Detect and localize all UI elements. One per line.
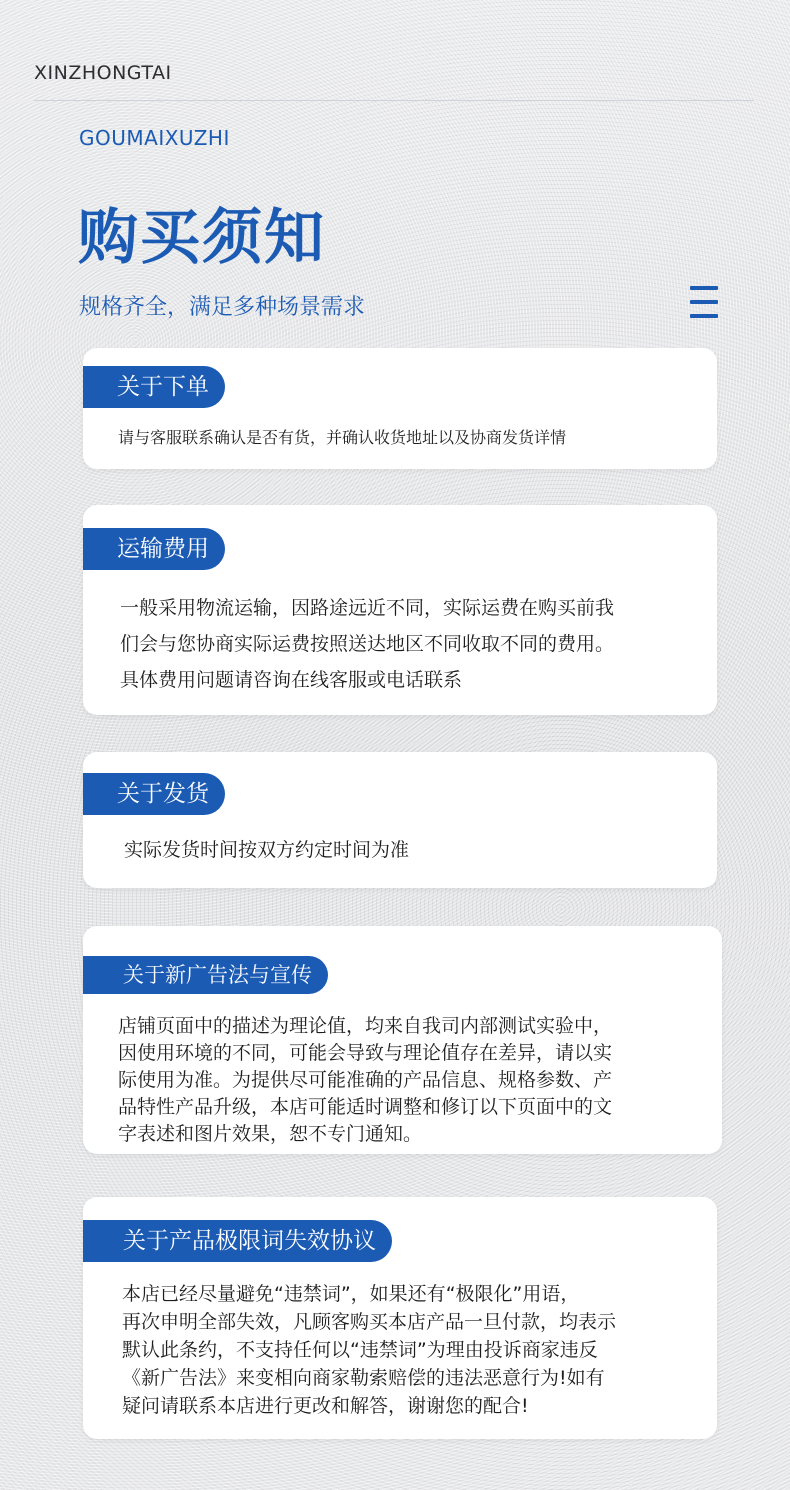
section-tag-advertising: 关于新广告法与宣传 — [83, 956, 328, 994]
text-line: 默认此条约，不支持任何以“违禁词”为理由投诉商家违反 — [122, 1339, 598, 1361]
text-line: 本店已经尽量避免“违禁词”，如果还有“极限化”用语， — [122, 1283, 580, 1305]
section-tag-extreme-words: 关于产品极限词失效协议 — [83, 1220, 392, 1262]
section-text-extreme-words — [122, 1280, 616, 1420]
text-line: 店铺页面中的描述为理论值，均来自我司内部测试实验中， — [118, 1015, 613, 1037]
text-line: 再次申明全部失效，凡顾客购买本店产品一旦付款，均表示 — [122, 1311, 617, 1333]
section-tag-delivery: 关于发货 — [83, 773, 225, 815]
text-line: 字表述和图片效果，恕不专门通知。 — [118, 1123, 423, 1145]
text-line: 请与客服联系确认是否有货，并确认收货地址以及协商发货详情 — [118, 428, 567, 447]
section-tag-shipping: 运输费用 — [83, 528, 225, 570]
section-text-order — [118, 426, 566, 450]
text-line: 《新广告法》来变相向商家勒索赔偿的违法恶意行为!如有 — [122, 1367, 605, 1389]
text-line: 实际发货时间按双方约定时间为准 — [124, 839, 410, 861]
text-line: 因使用环境的不同，可能会导致与理论值存在差异，请以实 — [118, 1042, 613, 1064]
section-text-shipping — [120, 590, 614, 698]
page-tagline: 规格齐全，满足多种场景需求 — [79, 295, 366, 320]
brand-name: XINZHONGTAI — [34, 62, 172, 84]
section-text-advertising — [118, 1013, 612, 1148]
text-line: 一般采用物流运输，因路途远近不同，实际运费在购买前我 — [120, 597, 615, 619]
section-text-delivery — [124, 836, 409, 864]
subtitle-en: GOUMAIXUZHI — [79, 126, 230, 150]
menu-icon[interactable] — [690, 286, 718, 318]
header-divider — [34, 100, 754, 101]
section-tag-order: 关于下单 — [83, 366, 225, 408]
text-line: 们会与您协商实际运费按照送达地区不同收取不同的费用。 — [120, 633, 615, 655]
page-title: 购买须知 — [78, 203, 326, 273]
text-line: 疑问请联系本店进行更改和解答，谢谢您的配合! — [122, 1395, 529, 1417]
text-line: 具体费用问题请咨询在线客服或电话联系 — [120, 669, 463, 691]
text-line: 品特性产品升级，本店可能适时调整和修订以下页面中的文 — [118, 1096, 613, 1118]
text-line: 际使用为准。为提供尽可能准确的产品信息、规格参数、产 — [118, 1069, 613, 1091]
